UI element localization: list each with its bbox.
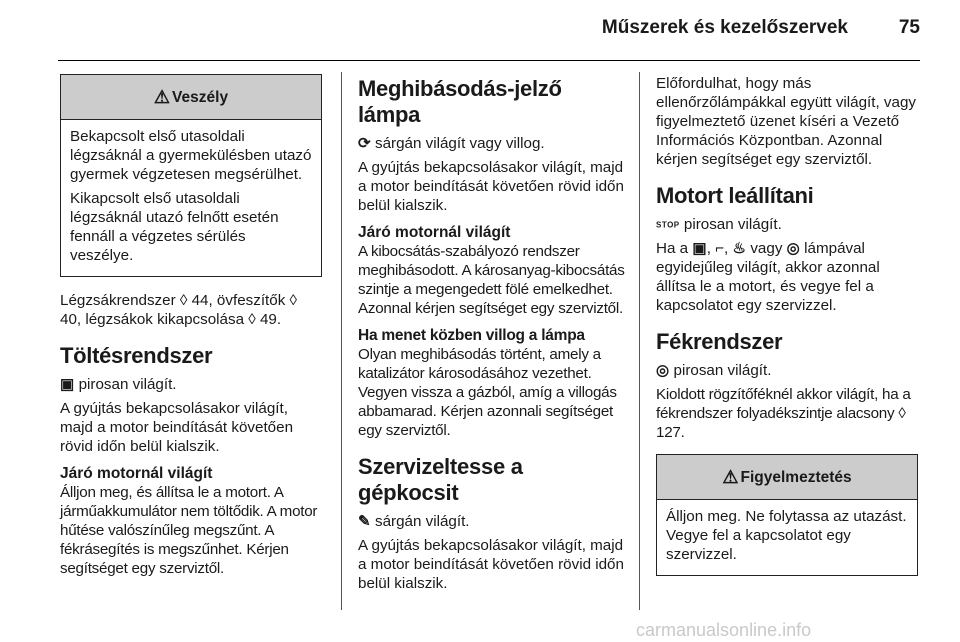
mil-text-4: Olyan meghibásodás történt, amely a katalizátor károsodásához vezethet. Vegyen vissza a gázból, amíg a villogás abbamarad. Kérjen azonnali segítséget egy szerviztől. [358, 346, 617, 439]
warning-text-1: Álljon meg. Ne folytassa az utazást. Vegye fel a kapcsolatot egy szervizzel. [666, 508, 907, 564]
warning-box-body [657, 500, 917, 575]
danger-text-1: Bekapcsolt első utasoldali légzsáknál a gyermekülésben utazó gyermek végzetesen megsérülhet. [70, 128, 312, 183]
page-number: 75 [898, 17, 920, 38]
stop-status-line [656, 215, 918, 234]
brake-icon: ◎ [656, 362, 670, 380]
service-status-text: sárgán világít. [374, 513, 470, 530]
page-title: Műszerek és kezelőszervek [601, 17, 848, 38]
brake-icon: ◎ [786, 240, 800, 258]
charging-status-text: pirosan világít. [78, 376, 177, 393]
footer-watermark: carmanualsonline.info [636, 620, 812, 640]
danger-text-2: Kikapcsolt első utasoldali légzsáknál utazó felnőtt esetén fennáll a végzetes sérülés veszélye. [70, 190, 279, 264]
warning-box [656, 454, 918, 576]
column-divider-1 [341, 72, 342, 610]
subheading-engine-running-2: Járó motornál világít [358, 224, 511, 241]
heading-brake-system: Fékrendszer [656, 329, 783, 355]
danger-box-header [61, 75, 321, 120]
battery-icon: ▣ [692, 240, 707, 258]
danger-title: Veszély [172, 88, 229, 106]
brake-text-2: Kioldott rögzítőféknél akkor világít, ha a fékrendszer folyadékszintje alacsony ◊ 127. [656, 386, 911, 442]
heading-stop-engine: Motort leállítani [656, 183, 814, 208]
danger-box [60, 74, 322, 277]
stop-text-2b: vagy [750, 240, 783, 258]
stop-icon: STOP [656, 220, 680, 230]
cross-references: Légzsákrendszer ◊ 44, övfeszítők ◊ 40, légzsákok kikapcsolása ◊ 49. [60, 292, 298, 328]
continued-text: Előfordulhat, hogy más ellenőrzőlámpákkal együtt világít, vagy figyelmeztető üzenet kíséri a Vezető Információs Központban. Azonnal kérjen segítséget egy szerviztől. [656, 75, 917, 168]
mil-text-2: A gyújtás bekapcsolásakor világít, majd a motor beindítását követően rövid időn belül kialszik. [358, 159, 624, 214]
mil-status-line [358, 134, 626, 153]
service-status-line [358, 512, 626, 531]
charging-status-line [60, 375, 322, 394]
mil-text-3: A kibocsátás-szabályozó rendszer meghibásodott. A károsanyag-kibocsátás szintje a megengedett fölé emelkedhet. Azonnal kérjen segítséget egy szerviztől. [358, 243, 625, 317]
engine-icon: ⟳ [358, 135, 371, 152]
coolant-temp-icon: ♨ [732, 240, 747, 258]
stop-status-text: pirosan világít. [683, 216, 782, 233]
mil-status-text: sárgán világít vagy villog. [374, 135, 545, 152]
column-divider-2 [639, 72, 640, 610]
subheading-engine-running: Járó motornál világít [60, 465, 213, 482]
warning-triangle-icon: ⚠ [153, 86, 171, 107]
charging-text-3: Álljon meg, és állítsa le a motort. A járműakkumulátor nem töltődik. A motor hűtése valószínűleg megszűnt. A fékrásegítés is megszűnhet. Kérjen segítséget egy szerviztől. [60, 484, 318, 577]
wrench-icon: ✎ [358, 513, 371, 530]
page-header [58, 0, 920, 61]
subheading-lamp-flashing: Ha menet közben villog a lámpa [358, 327, 585, 344]
heading-service-vehicle: Szervizeltesse a gépkocsit [358, 454, 523, 505]
oil-can-icon: ⌐ [715, 240, 725, 258]
heading-malfunction-lamp: Meghibásodás-jelző lámpa [358, 76, 562, 127]
battery-icon: ▣ [60, 376, 75, 393]
stop-text-2: Ha a ▣, ⌐, ♨ vagy ◎ lámpával egyidejűleg világít, akkor azonnal állítsa le a motort, és vegye fel a kapcsolatot egy szervizzel. [656, 240, 880, 315]
warning-title: Figyelmeztetés [740, 468, 852, 486]
brake-status-text: pirosan világít. [673, 362, 772, 380]
column-1 [60, 74, 322, 583]
column-3 [656, 74, 918, 590]
charging-text-2: A gyújtás bekapcsolásakor világít, majd a motor beindítását követően rövid időn belül kialszik. [60, 400, 294, 455]
danger-box-body [61, 120, 321, 276]
warning-box-header [657, 455, 917, 500]
service-text-2: A gyújtás bekapcsolásakor világít, majd a motor beindítását követően rövid időn belül kialszik. [358, 537, 624, 592]
column-2 [358, 74, 626, 598]
brake-status-line [656, 361, 918, 380]
stop-text-2c: lámpával egyidejűleg világít, akkor azonnal állítsa le a motort, és vegye fel a kapcsolatot egy szervizzel. [656, 240, 880, 315]
heading-charging-system: Töltésrendszer [60, 343, 213, 368]
stop-text-2a: Ha a [656, 240, 689, 258]
warning-triangle-icon: ⚠ [722, 466, 739, 487]
